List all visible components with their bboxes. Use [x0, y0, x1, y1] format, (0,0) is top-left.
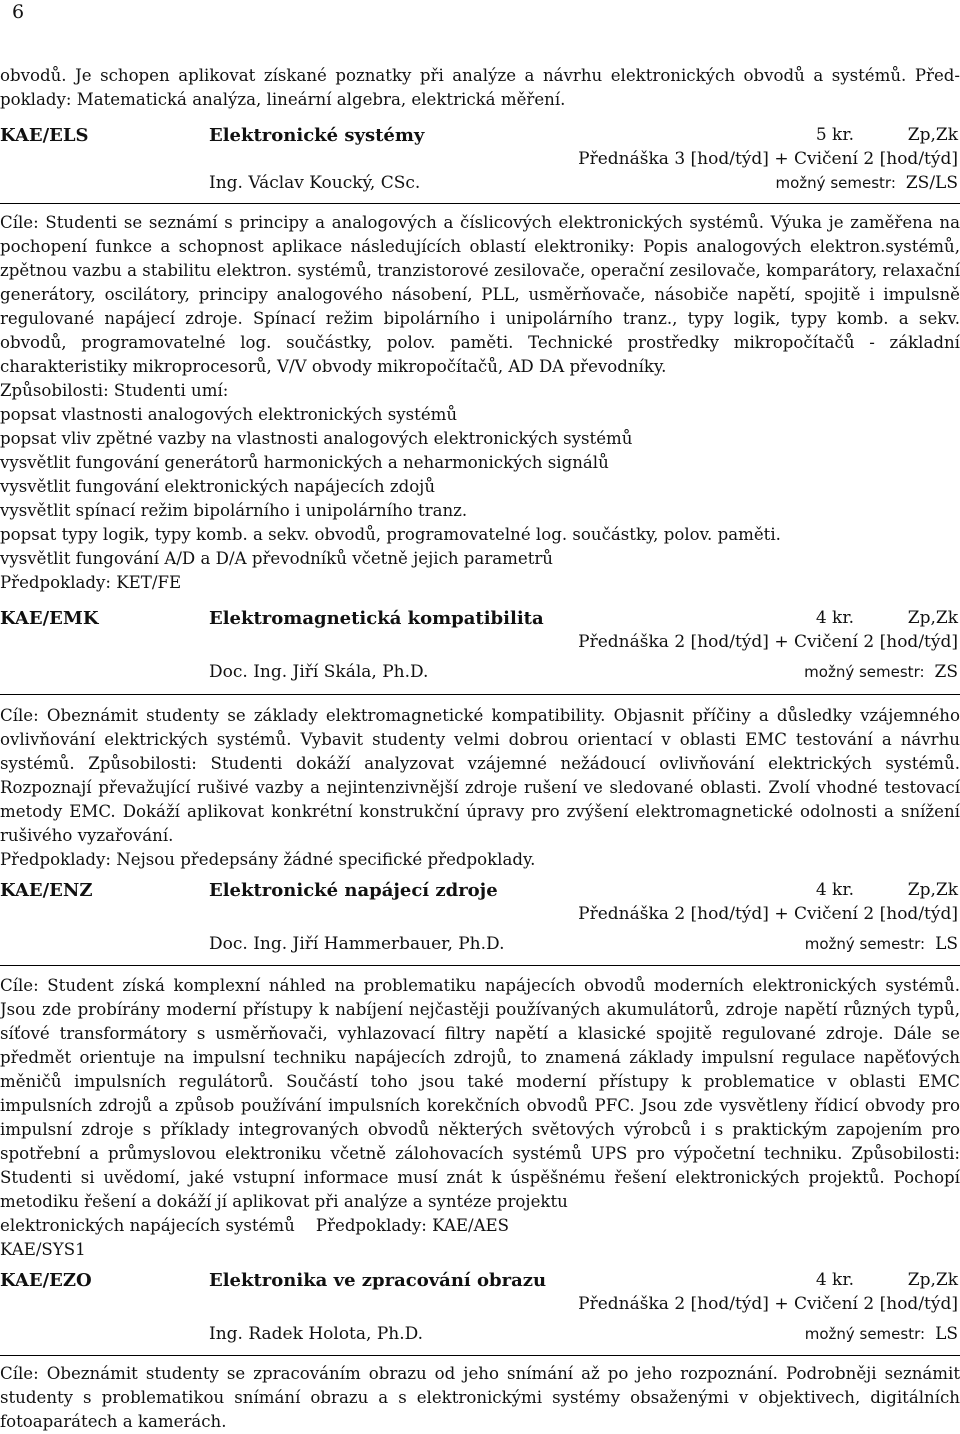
course-teacher: Doc. Ing. Jiří Skála, Ph.D. [209, 662, 429, 682]
semester-label: možný semestr: [775, 174, 896, 192]
course-semester [805, 1324, 958, 1344]
course-code: KAE/ENZ [0, 880, 93, 901]
course-divider [0, 1355, 960, 1356]
course-semester [776, 173, 958, 193]
semester-label: možný semestr: [804, 1325, 926, 1343]
course-title: Elektronika ve zpracování obrazu [209, 1270, 547, 1291]
text-line: elektronických napájecích systémů Předpoklady: KAE/AES [0, 1216, 510, 1235]
course-credits: 4 kr. [815, 1270, 854, 1290]
semester-label: možný semestr: [804, 935, 926, 953]
course-completion: Zp,Zk [907, 880, 958, 900]
page-number: 6 [12, 1, 25, 23]
semester-value: ZS [934, 662, 958, 682]
semester-label: možný semestr: [804, 663, 925, 681]
text-line: popsat vlastnosti analogových elektronických systémů [0, 405, 458, 424]
course-code: KAE/EMK [0, 608, 99, 629]
course-teacher: Ing. Václav Koucký, CSc. [209, 173, 421, 193]
course-title: Elektronické systémy [209, 125, 425, 146]
intro-text [0, 64, 960, 112]
course-teacher: Ing. Radek Holota, Ph.D. [209, 1324, 424, 1344]
course-hours: Přednáška 2 [hod/týd] + Cvičení 2 [hod/týd] [578, 632, 958, 652]
text-line: vysvětlit fungování elektronických napájecích zdojů [0, 477, 436, 496]
course-teacher: Doc. Ing. Jiří Hammerbauer, Ph.D. [209, 934, 505, 954]
course-divider [0, 694, 960, 695]
course-credits: 5 kr. [815, 125, 854, 145]
course-kae-emk [0, 608, 960, 686]
text-line: Způsobilosti: Studenti umí: [0, 381, 229, 400]
course-completion: Zp,Zk [907, 608, 958, 628]
course-divider [0, 203, 960, 204]
course-description [0, 211, 960, 595]
course-completion: Zp,Zk [907, 125, 958, 145]
course-kae-ezo [0, 1270, 960, 1348]
course-credits: 4 kr. [815, 880, 854, 900]
course-paragraph: Cíle: Obeznámit studenty se zpracováním obrazu od jeho snímání až po jeho rozpoznání. Podrobněji seznámit studenty s problematikou snímání obrazu a s elektronickými systémy obsaženými v objektivech, digitálních fotoaparátech a kamerách. [0, 1364, 960, 1431]
course-description [0, 974, 960, 1262]
semester-value: ZS/LS [905, 173, 958, 193]
course-hours: Přednáška 2 [hod/týd] + Cvičení 2 [hod/týd] [578, 1294, 958, 1314]
text-line: vysvětlit fungování A/D a D/A převodníků včetně jejich parametrů [0, 549, 553, 568]
course-semester [805, 934, 958, 954]
text-line: vysvětlit fungování generátorů harmonických a neharmonických signálů [0, 453, 609, 472]
course-credits: 4 kr. [815, 608, 854, 628]
semester-value: LS [935, 934, 958, 954]
course-semester [804, 662, 958, 682]
text-line: Předpoklady: KET/FE [0, 573, 182, 592]
course-hours: Přednáška 2 [hod/týd] + Cvičení 2 [hod/týd] [578, 904, 958, 924]
text-line: Předpoklady: Nejsou předepsány žádné specifické předpoklady. [0, 850, 536, 869]
course-completion: Zp,Zk [907, 1270, 958, 1290]
course-code: KAE/ELS [0, 125, 89, 146]
semester-value: LS [935, 1324, 958, 1344]
text-line: vysvětlit spínací režim bipolárního i unipolárního tranz. [0, 501, 468, 520]
intro-line-1: obvodů. Je schopen aplikovat získané poznatky při analýze a návrhu elektronických obvodů a systémů. Před- [0, 66, 960, 85]
course-description [0, 1362, 960, 1434]
intro-line-2: poklady: Matematická analýza, lineární algebra, elektrická měření. [0, 90, 566, 109]
course-title: Elektronické napájecí zdroje [209, 880, 498, 901]
course-kae-els [0, 125, 960, 197]
course-description [0, 704, 960, 872]
text-line: popsat vliv zpětné vazby na vlastnosti analogových elektronických systémů [0, 429, 633, 448]
course-paragraph: Cíle: Studenti se seznámí s principy a analogových a číslicových elektronických systémů. Výuka je zaměřena na pochopení funkce a schopnost aplikace následujících oblastí elektroniky: Popis analogových elektron.systémů, zpětnou vazbu a stabilitu elektron. systémů, tranzistorové zesilovače, operační zesilovače, komparátory, relaxační generátory, oscilátory, principy analogového násobení, PLL, usměrňovače, násobiče napětí, spojitě i impulsně regulované napájecí zdroje. Spínací režim bipolárního i unipolárního tranz., typy logik, typy komb. a sekv. obvodů, programovatelné log. součástky, polov. paměti. Technické prostředky mikropočítačů - základní charakteristiky mikroprocesorů, V/V obvody mikropočítačů, AD DA převodníky. [0, 213, 960, 376]
course-divider [0, 965, 960, 966]
course-kae-enz [0, 880, 960, 958]
course-code: KAE/EZO [0, 1270, 92, 1291]
course-title: Elektromagnetická kompatibilita [209, 608, 544, 629]
course-hours: Přednáška 3 [hod/týd] + Cvičení 2 [hod/týd] [578, 149, 958, 169]
text-line: KAE/SYS1 [0, 1240, 86, 1259]
course-paragraph: Cíle: Obeznámit studenty se základy elektromagnetické kompatibility. Objasnit příčiny a důsledky vzájemného ovlivňování elektrických systémů. Vybavit studenty velmi dobrou orientací v oblasti EMC testování a návrhu systémů. Způsobilosti: Studenti dokáží analyzovat vzájemné nežádoucí ovlivňování elektrických systémů. Rozpoznají převažující rušivé vazby a nejintenzivnější zdroje rušení ve sledované oblasti. Zvolí vhodné testovací metody EMC. Dokáží aplikovat konkrétní konstrukční úpravy pro zvýšení elektromagnetické odolnosti a snížení rušivého vyzařování. [0, 706, 960, 845]
course-paragraph: Cíle: Student získá komplexní náhled na problematiku napájecích obvodů moderních elektronických systémů. Jsou zde probírány moderní přístupy k nabíjení nejčastěji používaných akumulátorů, zdroje napětí různých typů, síťové transformátory s usměrňovači, vyhlazovací filtry napětí a klasické spojitě regulované zdroje. Dále se předmět orientuje na impulsní techniku napájecích zdrojů, to znamená základy impulsní regulace napěťových měničů impulsních regulátorů. Součástí toho jsou také moderní přístupy k problematice v oblasti EMC impulsních zdrojů a způsob používání impulsních korekčních obvodů PFC. Jsou zde vysvětleny řídicí obvody pro impulsní zdroje s příklady integrovaných obvodů některých světových výrobců i s praktickým zapojením pro spotřební a průmyslovou elektroniku včetně zálohovacích systémů UPS pro výpočetní techniku. Způsobilosti: Studenti si uvědomí, jaké vstupní informace musí znát k úspěšnému řešení elektronických projektů. Pochopí metodiku řešení a dokáží jí aplikovat při analýze a syntéze projektu [0, 976, 960, 1211]
text-line: popsat typy logik, typy komb. a sekv. obvodů, programovatelné log. součástky, polov. paměti. [0, 525, 781, 544]
